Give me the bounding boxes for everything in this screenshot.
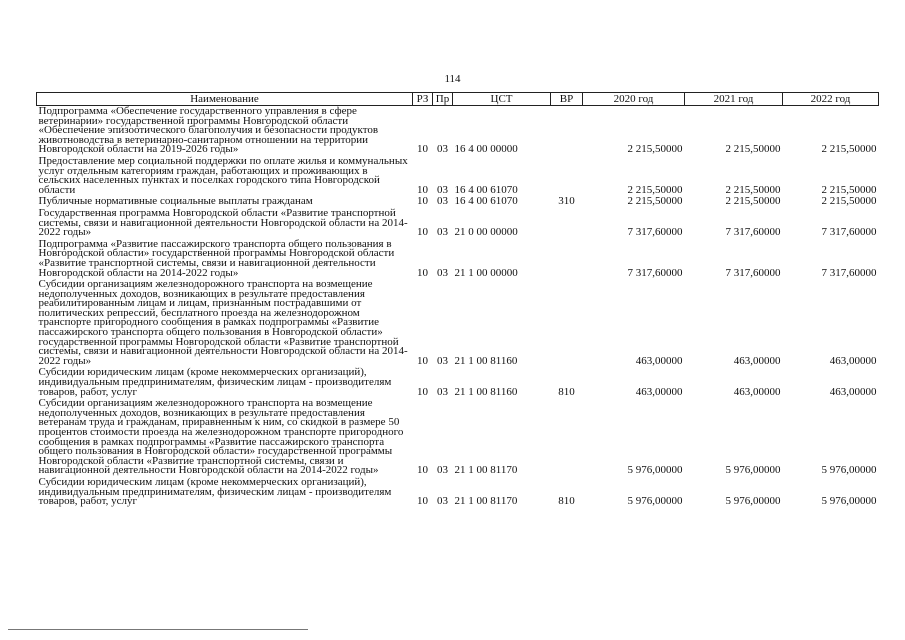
table-row <box>37 477 879 508</box>
row-rz: 10 <box>417 266 428 279</box>
table-row <box>37 367 879 398</box>
table-header-row <box>37 93 879 106</box>
row-name: Субсидии организациям железнодорожного транспорта на возмещение недополученных доходов, возникающих в результате предоставления реабилитированным лицам и лицам, признанным пострадавшими от политических репрессий, бесплатного проезда на железнодорожном транспорте пригородного сообщения в рамках подпрограммы «Развитие пассажирского транспорта общего пользования в Новгородской области» государственной программы Новгородской области «Развитие транспортной системы, связи и навигационной деятельности Новгородской области на 2014-2022 годы» <box>38 278 408 367</box>
row-cst: 21 1 00 81170 <box>454 464 518 477</box>
row-pr: 03 <box>437 495 448 508</box>
row-pr: 03 <box>437 183 448 196</box>
column-header-2020: 2020 год <box>583 93 685 106</box>
row-cst: 16 4 00 00000 <box>454 143 518 156</box>
row-name: Подпрограмма «Обеспечение государственного управления в сфере ветеринарии» государственной программы Новгородской области «Обеспечение эпизоотического благополучия и безопасности продуктов животноводства в ветеринарно-санитарном отношении на территории Новгородской области на 2019-2026 годы» <box>38 105 379 156</box>
row-cst: 16 4 00 61070 <box>454 183 518 196</box>
row-name: Предоставление мер социальной поддержки по оплате жилья и коммунальных услуг отдельным категориям граждан, работающих и проживающих в сельских населенных пунктах и поселках городского типа Новгородской области <box>38 154 408 196</box>
row-value-2022: 2 215,50000 <box>821 195 877 208</box>
table-row <box>37 106 879 156</box>
row-name: Публичные нормативные социальные выплаты гражданам <box>38 195 313 208</box>
row-rz: 10 <box>417 143 428 156</box>
row-pr: 03 <box>437 354 448 367</box>
row-pr: 03 <box>437 143 448 156</box>
row-rz: 10 <box>417 464 428 477</box>
row-pr: 03 <box>437 226 448 239</box>
row-name: Субсидии юридическим лицам (кроме некоммерческих организаций), индивидуальным предпринимателям, физическим лицам - производителям товаров, работ, услуг <box>38 475 392 508</box>
row-value-2021: 463,00000 <box>733 354 781 367</box>
column-header-vr: ВР <box>551 93 583 106</box>
table-row <box>37 398 879 477</box>
table-row <box>37 279 879 367</box>
row-pr: 03 <box>437 266 448 279</box>
footnote-divider <box>8 629 308 630</box>
row-value-2022: 7 317,60000 <box>821 226 877 239</box>
row-value-2020: 5 976,00000 <box>627 495 683 508</box>
row-name: Государственная программа Новгородской области «Развитие транспортной системы, связи и навигационной деятельности Новгородской области на 2014-2022 годы» <box>38 206 408 239</box>
row-value-2020: 463,00000 <box>635 354 683 367</box>
row-rz: 10 <box>417 385 428 398</box>
row-cst: 21 1 00 81160 <box>454 354 518 367</box>
row-vr <box>551 208 583 239</box>
row-value-2020: 7 317,60000 <box>627 266 683 279</box>
row-rz: 10 <box>417 226 428 239</box>
table-body <box>37 106 879 508</box>
column-header-pr: Пр <box>433 93 453 106</box>
row-value-2020: 7 317,60000 <box>627 226 683 239</box>
row-value-2021: 463,00000 <box>733 385 781 398</box>
row-value-2020: 2 215,50000 <box>627 195 683 208</box>
row-pr: 03 <box>437 385 448 398</box>
column-header-cst: ЦСТ <box>453 93 551 106</box>
row-vr <box>551 156 583 196</box>
row-value-2022: 7 317,60000 <box>821 266 877 279</box>
row-pr: 03 <box>437 464 448 477</box>
row-vr <box>551 106 583 156</box>
row-value-2020: 2 215,50000 <box>627 143 683 156</box>
row-value-2021: 2 215,50000 <box>725 143 781 156</box>
budget-table <box>36 92 879 508</box>
row-value-2020: 463,00000 <box>635 385 683 398</box>
row-vr <box>551 279 583 367</box>
row-vr: 810 <box>558 385 575 398</box>
row-value-2020: 2 215,50000 <box>627 183 683 196</box>
table-row <box>37 208 879 239</box>
page-number: 114 <box>444 73 461 85</box>
column-header-rz: РЗ <box>413 93 433 106</box>
table-row <box>37 156 879 196</box>
row-rz: 10 <box>417 195 428 208</box>
row-vr <box>551 239 583 279</box>
row-value-2021: 7 317,60000 <box>725 266 781 279</box>
row-vr <box>551 398 583 477</box>
row-value-2022: 5 976,00000 <box>821 464 877 477</box>
row-name: Субсидии юридическим лицам (кроме некоммерческих организаций), индивидуальным предпринимателям, физическим лицам - производителям товаров, работ, услуг <box>38 366 392 398</box>
row-value-2021: 5 976,00000 <box>725 464 781 477</box>
row-value-2022: 2 215,50000 <box>821 183 877 196</box>
column-header-2021: 2021 год <box>685 93 783 106</box>
row-value-2021: 5 976,00000 <box>725 495 781 508</box>
row-value-2022: 463,00000 <box>829 385 877 398</box>
row-cst: 21 1 00 81160 <box>454 385 518 398</box>
column-header-2022: 2022 год <box>783 93 879 106</box>
row-value-2021: 2 215,50000 <box>725 195 781 208</box>
column-header-name: Наименование <box>37 93 413 106</box>
row-pr: 03 <box>437 195 448 208</box>
row-cst: 21 1 00 81170 <box>454 495 518 508</box>
row-value-2021: 2 215,50000 <box>725 183 781 196</box>
row-cst: 21 1 00 00000 <box>454 266 518 279</box>
row-vr: 310 <box>558 195 575 208</box>
row-vr: 810 <box>558 495 575 508</box>
row-value-2021: 7 317,60000 <box>725 226 781 239</box>
row-name: Субсидии организациям железнодорожного транспорта на возмещение недополученных доходов, возникающих в результате предоставления ветеранам труда и гражданам, приравненным к ним, со скидкой в размере 50 процентов стоимости проезда на железнодорожном транспорте пригородного сообщения в рамках подпрограммы «Развитие пассажирского транспорта общего пользования в Новгородской области» государственной программы Новгородской области «Развитие транспортной системы, связи и навигационной деятельности Новгородской области на 2014-2022 годы» <box>38 397 404 477</box>
row-rz: 10 <box>417 354 428 367</box>
row-value-2020: 5 976,00000 <box>627 464 683 477</box>
row-cst: 21 0 00 00000 <box>454 226 518 239</box>
row-value-2022: 463,00000 <box>829 354 877 367</box>
row-cst: 16 4 00 61070 <box>454 195 518 208</box>
row-value-2022: 5 976,00000 <box>821 495 877 508</box>
row-name: Подпрограмма «Развитие пассажирского транспорта общего пользования в Новгородской области» государственной программы Новгородской области «Развитие транспортной системы, связи и навигационной деятельности Новгородской области на 2014-2022 годы» <box>38 237 395 279</box>
row-value-2022: 2 215,50000 <box>821 143 877 156</box>
row-rz: 10 <box>417 183 428 196</box>
table-row <box>37 239 879 279</box>
row-rz: 10 <box>417 495 428 508</box>
